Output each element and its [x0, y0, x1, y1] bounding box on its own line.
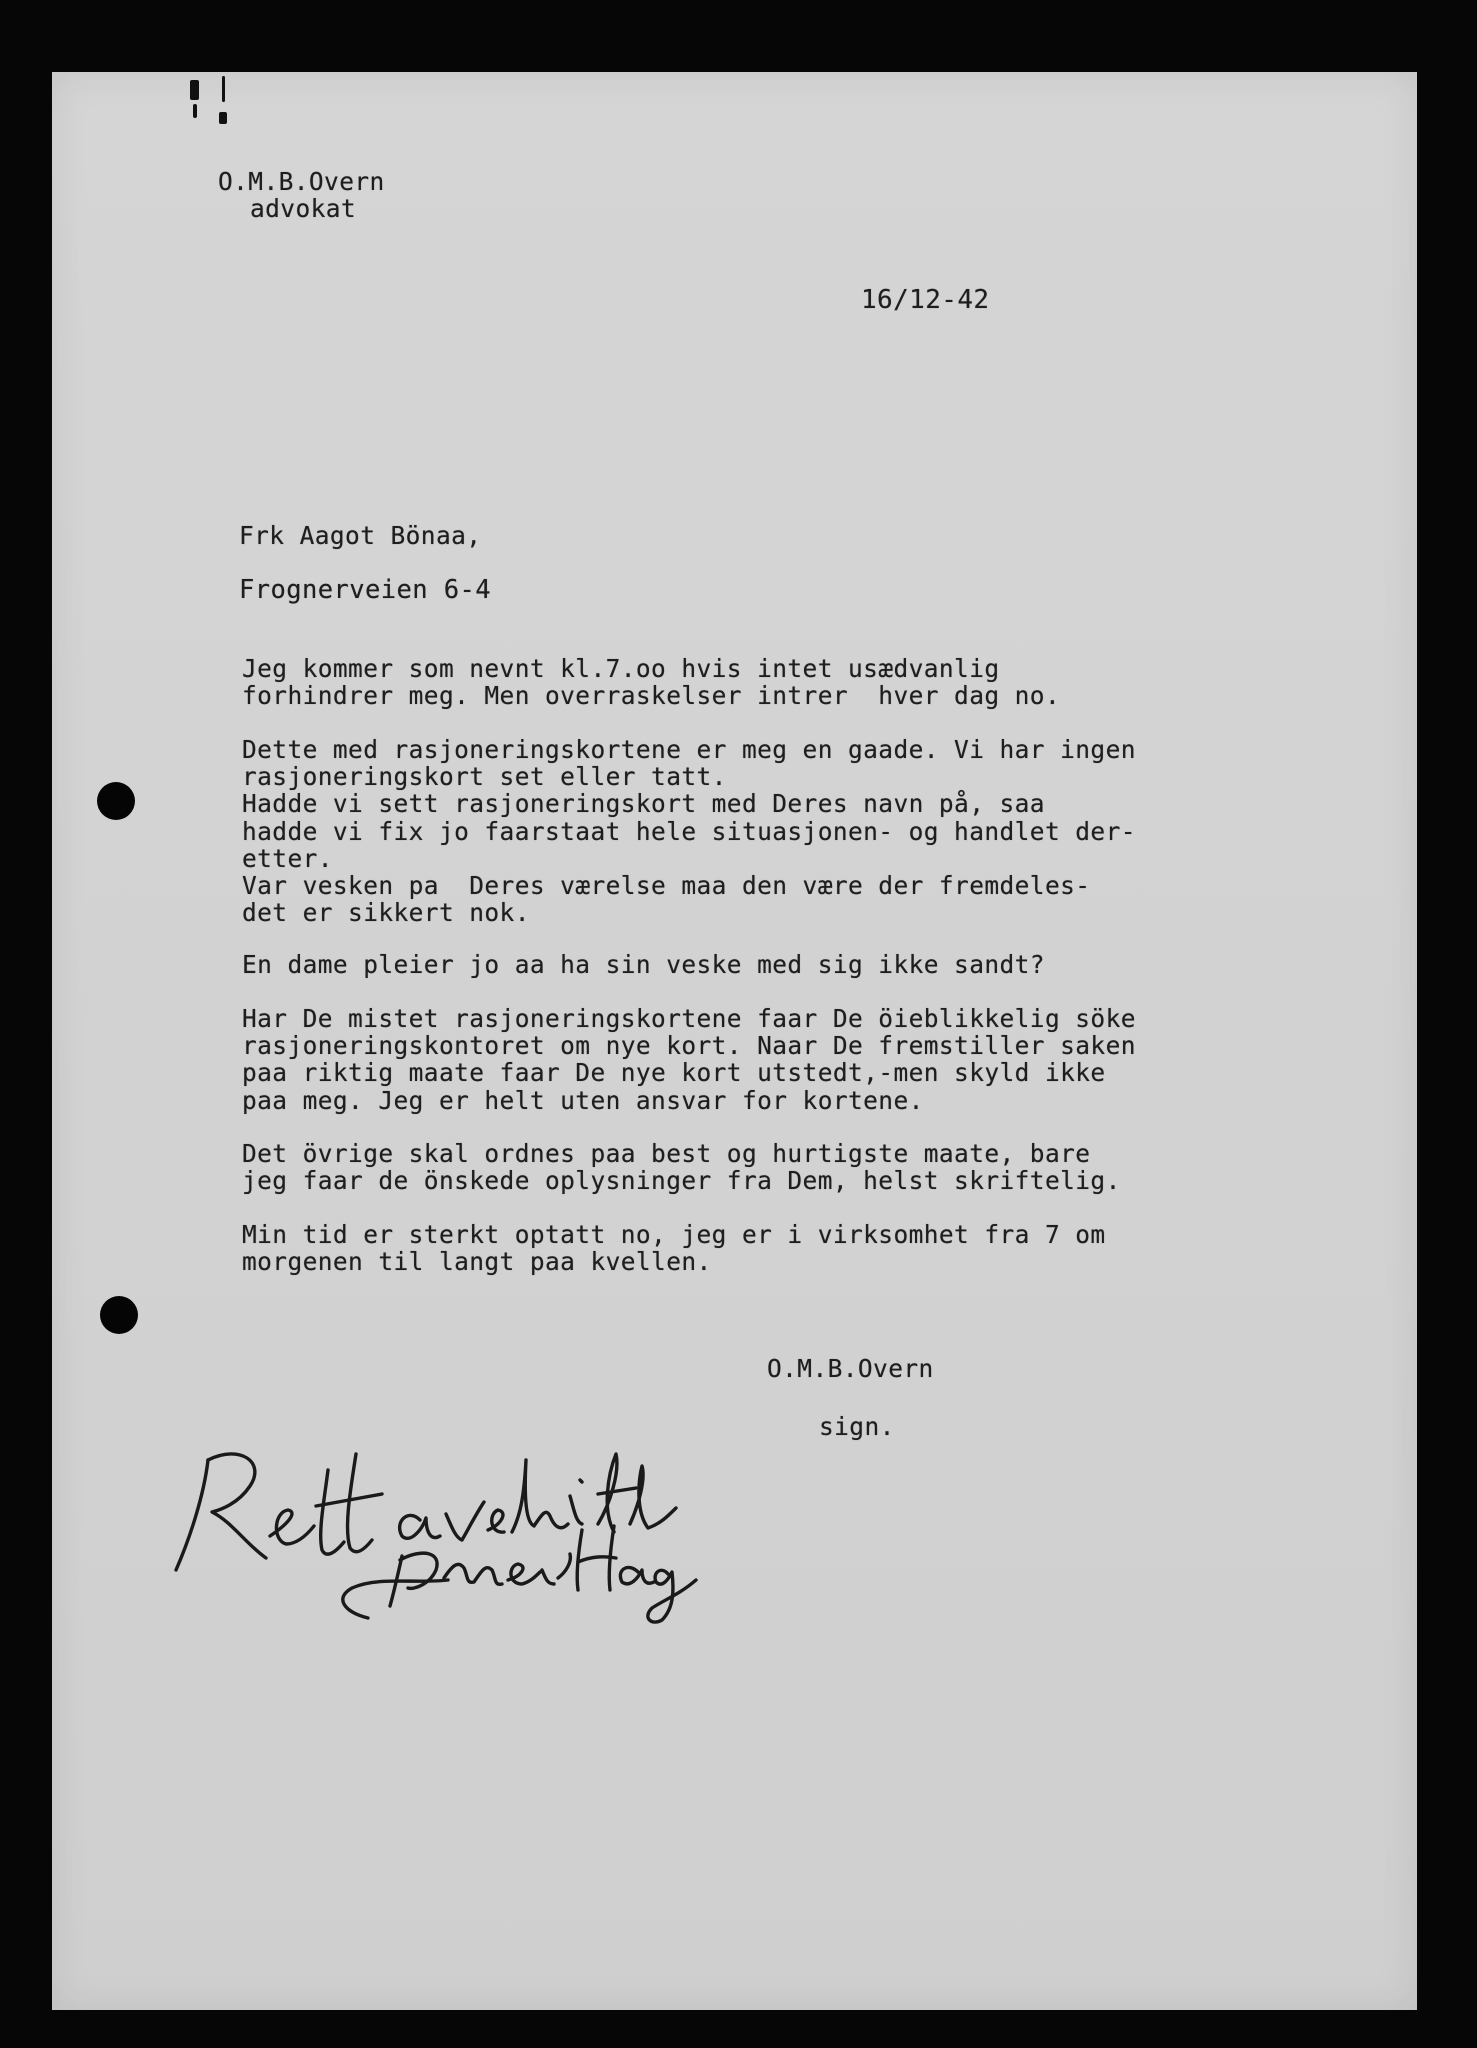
recipient-name: Frk Aagot Bönaa,	[239, 521, 482, 550]
handwritten-signature	[168, 1420, 748, 1630]
sender-title: advokat	[250, 194, 357, 223]
closing-name: O.M.B.Overn	[767, 1354, 934, 1383]
ink-mark	[193, 104, 197, 118]
ink-mark	[190, 80, 199, 100]
sender-name: O.M.B.Overn	[218, 167, 385, 196]
ink-mark	[222, 76, 225, 102]
body-paragraph: Har De mistet rasjoneringskortene faar De öieblikkelig söke rasjoneringskontoret om nye kort. Naar De fremstiller saken paa riktig maate faar De nye kort utstedt,-men skyld ikke paa meg. Jeg er helt uten ansvar for kortene.	[242, 1004, 1136, 1115]
body-paragraph: Min tid er sterkt optatt no, jeg er i virksomhet fra 7 om morgenen til langt paa kvellen.	[242, 1220, 1106, 1277]
ink-mark	[219, 112, 227, 124]
closing-note: sign.	[819, 1412, 895, 1441]
body-paragraph: Jeg kommer som nevnt kl.7.oo hvis intet usædvanlig forhindrer meg. Men overraskelser intrer hver dag no.	[242, 654, 1061, 711]
punch-hole	[97, 782, 135, 820]
body-paragraph: Dette med rasjoneringskortene er meg en gaade. Vi har ingen rasjoneringskort set eller tatt. Hadde vi sett rasjoneringskort med Deres navn på, saa hadde vi fix jo faarstaat hele situasjonen- og handlet der- etter. Var vesken pa Deres værelse maa den være der fremdeles- det er sikkert nok.	[242, 735, 1136, 928]
recipient-address: Frognerveien 6-4	[239, 575, 492, 605]
punch-hole	[100, 1296, 138, 1334]
body-paragraph: En dame pleier jo aa ha sin veske med sig ikke sandt?	[242, 950, 1045, 979]
letter-date: 16/12-42	[861, 285, 990, 315]
body-paragraph: Det övrige skal ordnes paa best og hurtigste maate, bare jeg faar de önskede oplysninger fra Dem, helst skriftelig.	[242, 1139, 1121, 1196]
